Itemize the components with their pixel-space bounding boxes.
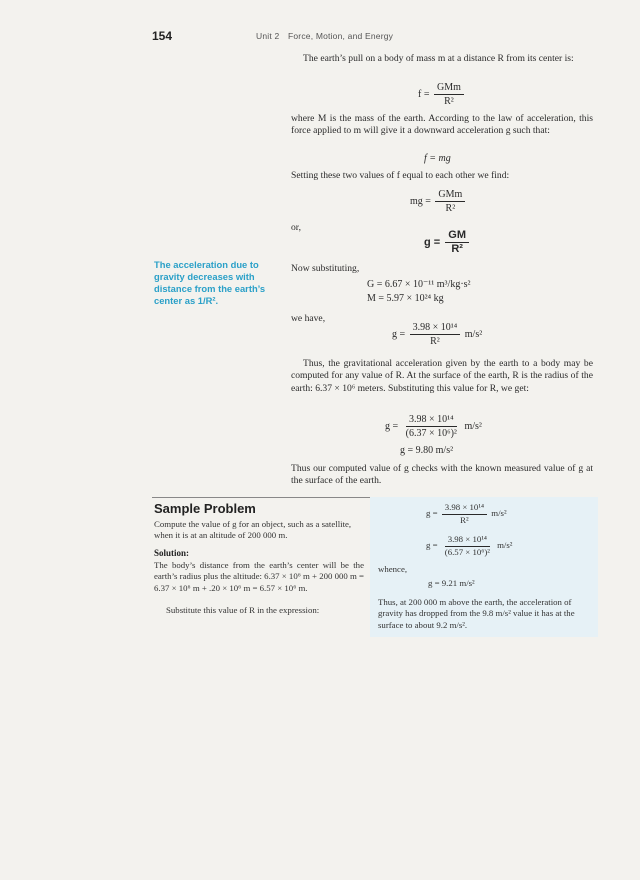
eq1-lhs: f = xyxy=(418,88,430,100)
now-substituting-label: Now substituting, xyxy=(291,263,360,274)
eqa-lhs: g = xyxy=(426,508,438,519)
eq6-den: R² xyxy=(430,336,440,347)
eqb-num: 3.98 × 10¹⁴ xyxy=(445,535,490,547)
paragraph-2: where M is the mass of the earth. According to the law of acceleration, this force applied to m will give it a downward acceleration g such that: xyxy=(291,113,593,137)
eqa-num: 3.98 × 10¹⁴ xyxy=(442,503,487,515)
eq7-den: (6.37 × 10⁶)² xyxy=(405,428,457,439)
running-head xyxy=(256,31,393,41)
solution-text: The body’s distance from the earth’s center will be the earth’s radius plus the altitude: 6.37 × 10⁶ m + 200 000 m = 6.37 × 10⁶ m + .20 × 10⁶ m = 6.57 × 10⁶ m. xyxy=(154,560,364,593)
eq3-lhs: mg = xyxy=(410,195,431,207)
equation-7 xyxy=(385,414,482,439)
eq6-unit: m/s² xyxy=(464,328,483,340)
margin-note: The acceleration due to gravity decreases with distance from the earth’s center as 1/R². xyxy=(154,259,266,306)
sample-conclusion: Thus, at 200 000 m above the earth, the acceleration of gravity has dropped from the 9.8 m/s² value it has at the surface to about 9.2 m/s². xyxy=(378,597,575,630)
chapter-title: Force, Motion, and Energy xyxy=(287,31,394,41)
equation-2: f = mg xyxy=(424,153,451,164)
equation-G: G = 6.67 × 10⁻¹¹ m³/kg·s² xyxy=(367,279,471,290)
equation-4 xyxy=(424,230,471,255)
eq7-num: 3.98 × 10¹⁴ xyxy=(406,414,457,427)
eq7-lhs: g = xyxy=(385,420,399,432)
eqa-den: R² xyxy=(460,514,469,525)
paragraph-1: The earth’s pull on a body of mass m at a distance R from its center is: xyxy=(303,53,574,64)
equation-M: M = 5.97 × 10²⁴ kg xyxy=(367,293,444,304)
eqa-unit: m/s² xyxy=(491,508,507,519)
eq4-den: R² xyxy=(451,243,463,255)
solution-label: Solution: xyxy=(154,548,190,558)
eqb-den: (6.57 × 10⁶)² xyxy=(444,546,490,557)
unit-label: Unit 2 xyxy=(256,31,280,41)
equation-8: g = 9.80 m/s² xyxy=(400,445,454,456)
sample-problem-question: Compute the value of g for an object, such as a satellite, when it is at an altitude of 200 000 m. xyxy=(154,519,352,541)
eqb-unit: m/s² xyxy=(497,540,513,551)
sample-problem-title: Sample Problem xyxy=(154,501,256,516)
eqb-lhs: g = xyxy=(426,540,438,551)
paragraph-4: Thus, the gravitational acceleration given by the earth to a body may be computed for any value of R. At the surface of the earth, R is the radius of the earth: 6.37 × 10⁶ meters. Substituting this value for R, we get: xyxy=(291,358,593,394)
eq3-den: R² xyxy=(445,203,456,214)
paragraph-3: Setting these two values of f equal to each other we find: xyxy=(291,170,510,181)
page-number: 154 xyxy=(152,29,173,43)
eq1-den: R² xyxy=(444,96,454,107)
equation-3 xyxy=(410,189,467,214)
whence-label: whence, xyxy=(378,564,408,574)
eq4-num: GM xyxy=(445,230,469,243)
eq4-lhs: g = xyxy=(424,236,441,249)
sample-equation-a xyxy=(426,503,507,525)
equation-6 xyxy=(392,322,482,347)
eq6-lhs: g = xyxy=(392,328,406,340)
sample-equation-c: g = 9.21 m/s² xyxy=(428,578,475,588)
or-label: or, xyxy=(291,222,302,233)
eq7-unit: m/s² xyxy=(464,420,482,432)
eq3-num: GMm xyxy=(435,189,465,202)
eq1-num: GMm xyxy=(434,82,464,95)
sample-equation-b xyxy=(426,535,512,557)
eq6-num: 3.98 × 10¹⁴ xyxy=(410,322,461,335)
substitute-instruction: Substitute this value of R in the expression: xyxy=(166,605,320,615)
we-have-label: we have, xyxy=(291,313,326,324)
equation-1 xyxy=(418,82,466,107)
paragraph-5: Thus our computed value of g checks with the known measured value of g at the surface of the earth. xyxy=(291,463,593,487)
